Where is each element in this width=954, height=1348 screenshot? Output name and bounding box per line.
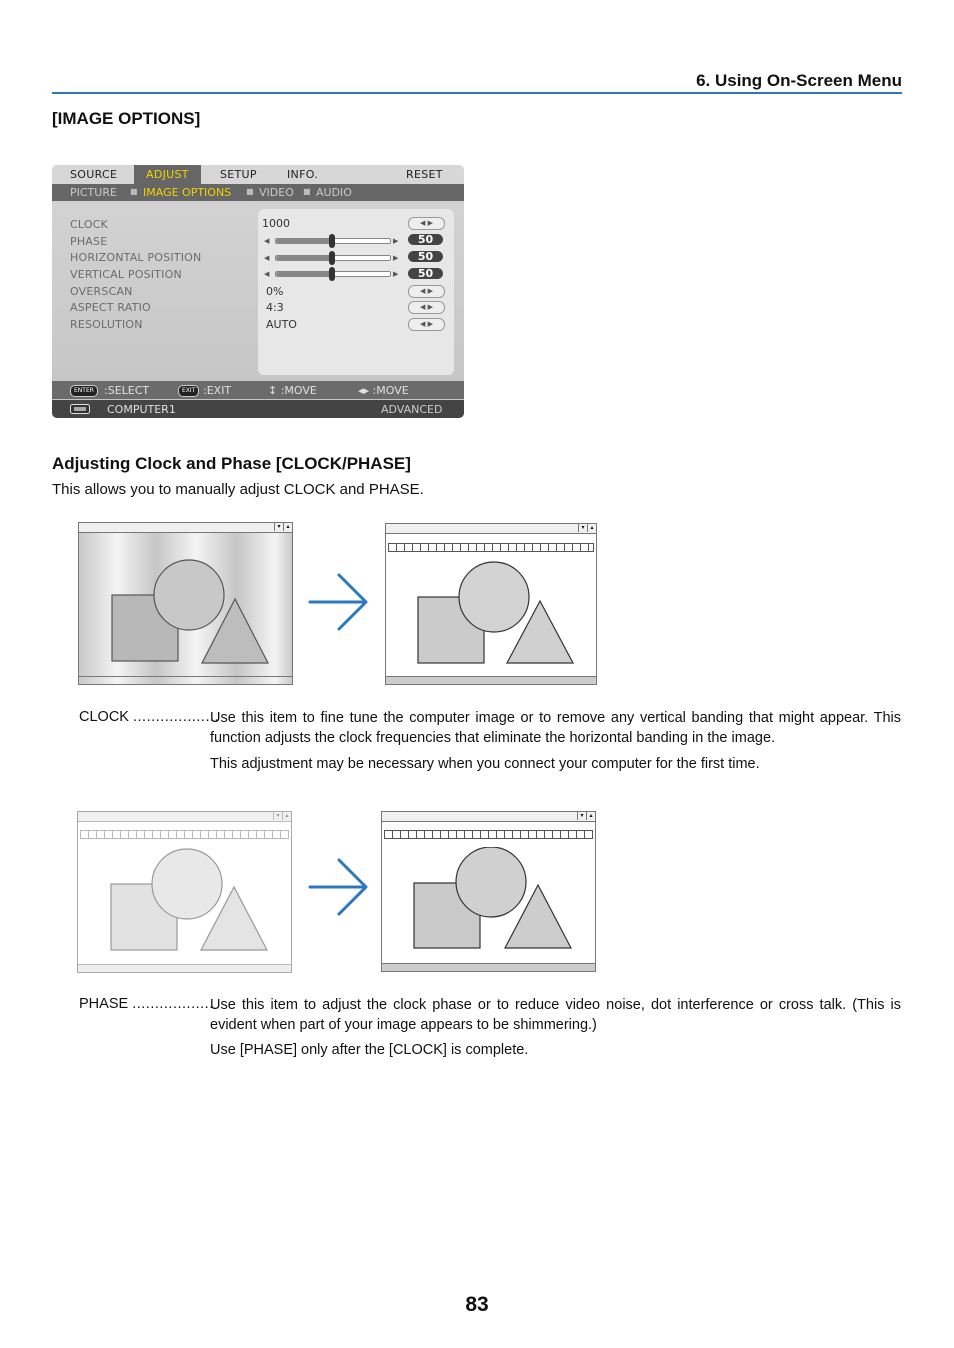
phase-note: Use [PHASE] only after the [CLOCK] is complete. [210, 1042, 529, 1058]
subtab-picture[interactable]: PICTURE [70, 186, 117, 199]
phase-before-image [77, 811, 292, 973]
shapes-sharp [412, 847, 577, 957]
phase-description: Use this item to adjust the clock phase or to reduce video noise, dot interference or cross talk. (This is evident when part of your image appears to be shimmering.) [210, 997, 901, 1033]
hpos-slider-handle[interactable] [329, 251, 335, 265]
resolution-left-right-icon[interactable]: ◀ ▶ [408, 318, 445, 331]
term-phase-label: PHASE [79, 996, 129, 1012]
section-title: [IMAGE OPTIONS] [52, 109, 201, 128]
maximize-icon: ▴ [283, 523, 292, 531]
help-move-vertical: ↕ :MOVE [268, 384, 317, 397]
hpos-slider-fill [276, 256, 332, 260]
label-horizontal-position[interactable]: HORIZONTAL POSITION [70, 251, 202, 264]
toolbar [81, 538, 290, 546]
clock-left-right-icon[interactable]: ◀ ▶ [408, 217, 445, 230]
label-clock[interactable]: CLOCK [70, 218, 108, 231]
left-arrow-icon[interactable]: ◀ [264, 270, 270, 278]
resolution-value: AUTO [266, 318, 297, 331]
aspect-ratio-value: 4:3 [266, 301, 284, 314]
left-arrow-icon[interactable]: ◀ [264, 254, 270, 262]
label-resolution[interactable]: RESOLUTION [70, 318, 143, 331]
value-panel [258, 209, 454, 375]
subtab-separator-icon: ■ [130, 187, 138, 196]
osd-sub-tabs [52, 184, 464, 201]
window-title-bar [79, 523, 292, 533]
help-select: :SELECT [104, 384, 150, 397]
term-dots: .................. [132, 996, 214, 1012]
subtab-image-options[interactable]: IMAGE OPTIONS [143, 186, 232, 199]
help-move-horizontal: ◂▸ :MOVE [358, 384, 409, 397]
intro-text: This allows you to manually adjust CLOCK and PHASE. [52, 481, 424, 498]
toolbar [384, 830, 593, 839]
help-exit: :EXIT [203, 384, 232, 397]
subtab-audio[interactable]: AUDIO [316, 186, 352, 199]
clock-after-image [385, 523, 597, 685]
maximize-icon: ▴ [282, 812, 291, 820]
status-bar [382, 963, 595, 971]
right-arrow-icon[interactable]: ▶ [393, 254, 399, 262]
overscan-left-right-icon[interactable]: ◀ ▶ [408, 285, 445, 298]
input-source: COMPUTER1 [107, 403, 176, 416]
toolbar [80, 830, 289, 839]
clock-value: 1000 [262, 217, 290, 230]
term-clock-label: CLOCK [79, 709, 129, 725]
osd-status-bar [52, 400, 464, 418]
maximize-icon: ▴ [586, 812, 595, 820]
subtab-separator-icon: ■ [303, 187, 311, 196]
osd-help-bar [52, 381, 464, 399]
status-bar [78, 964, 291, 972]
shapes-sharp [416, 559, 581, 669]
label-overscan[interactable]: OVERSCAN [70, 285, 133, 298]
shapes-noisy [108, 847, 273, 957]
tab-source[interactable]: SOURCE [70, 168, 118, 181]
term-phase [79, 996, 214, 1012]
toolbar [388, 543, 594, 552]
vpos-value: 50 [408, 268, 443, 279]
minimize-icon: ▾ [273, 812, 282, 820]
label-vertical-position[interactable]: VERTICAL POSITION [70, 268, 182, 281]
subtab-video[interactable]: VIDEO [259, 186, 294, 199]
phase-slider-fill [276, 239, 332, 243]
vpos-slider-handle[interactable] [329, 267, 335, 281]
term-clock [79, 709, 219, 725]
subsection-title: Adjusting Clock and Phase [CLOCK/PHASE] [52, 454, 411, 473]
arrow-right-icon [308, 857, 370, 917]
phase-slider-handle[interactable] [329, 234, 335, 248]
vpos-slider-fill [276, 272, 332, 276]
right-arrow-icon[interactable]: ▶ [393, 237, 399, 245]
status-bar [386, 676, 596, 684]
arrow-right-icon [308, 572, 370, 632]
subtab-separator-icon: ■ [246, 187, 254, 196]
hpos-value: 50 [408, 251, 443, 262]
shapes-blurred [109, 557, 274, 667]
minimize-icon: ▾ [577, 812, 586, 820]
window-title-bar [382, 812, 595, 822]
minimize-icon: ▾ [578, 524, 587, 532]
label-aspect-ratio[interactable]: ASPECT RATIO [70, 301, 151, 314]
tab-reset[interactable]: RESET [406, 168, 443, 181]
label-phase[interactable]: PHASE [70, 235, 108, 248]
left-arrow-icon[interactable]: ◀ [264, 237, 270, 245]
clock-before-image [78, 522, 293, 685]
osd-main-tabs [52, 165, 464, 184]
tab-adjust[interactable]: ADJUST [134, 165, 201, 184]
enter-key-icon: ENTER [70, 385, 98, 397]
chapter-title: 6. Using On-Screen Menu [696, 71, 902, 90]
phase-after-image [381, 811, 596, 972]
page-header [52, 71, 902, 94]
page-number: 83 [465, 1293, 489, 1316]
status-bar [79, 676, 292, 684]
menu-mode: ADVANCED [381, 403, 443, 416]
minimize-icon: ▾ [274, 523, 283, 531]
clock-note: This adjustment may be necessary when you connect your computer for the first time. [210, 756, 760, 772]
exit-key-icon: EXIT [178, 385, 199, 397]
window-title-bar [386, 524, 596, 534]
clock-description: Use this item to fine tune the computer image or to remove any vertical banding that might appear. This function adjusts the clock frequencies that eliminate the horizontal banding in the image. [210, 710, 901, 746]
computer-input-icon [70, 404, 90, 414]
phase-value: 50 [408, 234, 443, 245]
aspect-left-right-icon[interactable]: ◀ ▶ [408, 301, 445, 314]
tab-setup[interactable]: SETUP [220, 168, 257, 181]
tab-info[interactable]: INFO. [287, 168, 319, 181]
window-title-bar [78, 812, 291, 822]
maximize-icon: ▴ [587, 524, 596, 532]
term-dots: ................... [133, 709, 220, 725]
osd-menu [52, 165, 464, 418]
right-arrow-icon[interactable]: ▶ [393, 270, 399, 278]
overscan-value: 0% [266, 285, 284, 298]
